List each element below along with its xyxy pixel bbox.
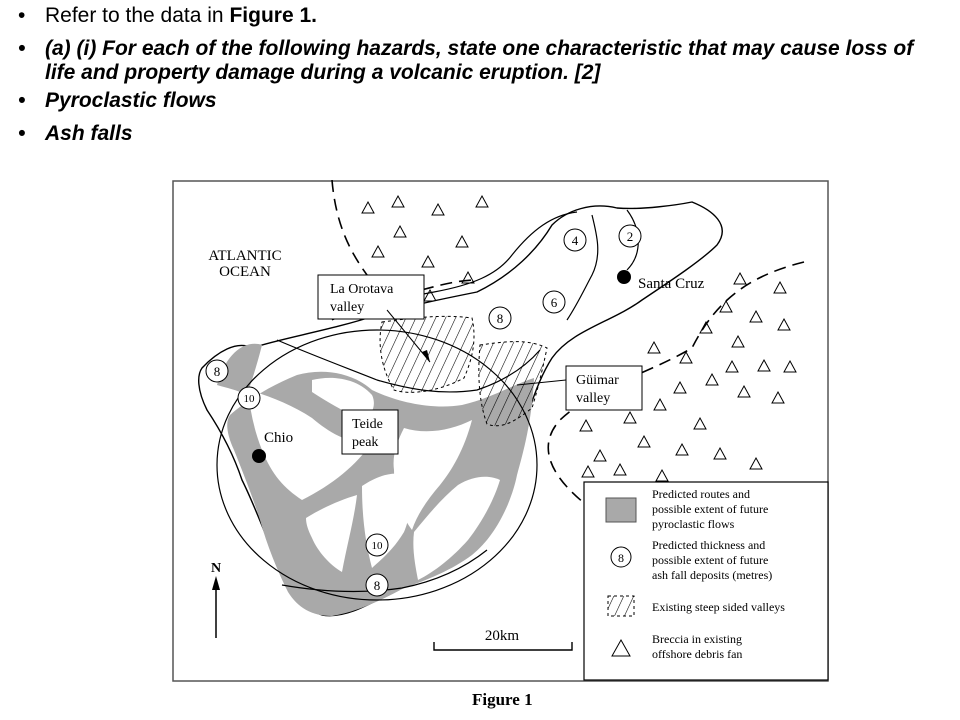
contour-label — [543, 291, 565, 313]
figure-caption: Figure 1 — [472, 690, 533, 709]
svg-text:8: 8 — [213, 364, 221, 379]
figure-reference: Figure 1. — [229, 4, 317, 27]
svg-text:possible extent of future: possible extent of future — [652, 553, 769, 567]
santa-cruz-dot — [617, 270, 631, 284]
chio-town-dot — [252, 449, 266, 463]
question-bullets — [18, 4, 948, 155]
svg-text:10: 10 — [371, 540, 383, 552]
bullet-ash: • Ash falls — [18, 122, 948, 146]
santa-cruz-label: Santa Cruz — [638, 276, 705, 292]
contour-label — [619, 225, 641, 247]
svg-text:valley: valley — [330, 300, 365, 315]
contour-label — [238, 387, 260, 409]
svg-text:8: 8 — [373, 578, 381, 593]
svg-text:valley: valley — [576, 391, 611, 406]
svg-text:pyroclastic flows: pyroclastic flows — [652, 517, 735, 531]
svg-text:ash fall deposits (metres): ash fall deposits (metres) — [652, 568, 773, 582]
svg-text:offshore debris fan: offshore debris fan — [652, 647, 743, 661]
guimar-label-box — [566, 366, 642, 410]
contour-label — [366, 574, 388, 596]
ocean-label-line2: OCEAN — [219, 264, 271, 280]
bullet-pyroclastic: • Pyroclastic flows — [18, 89, 948, 113]
svg-text:peak: peak — [352, 435, 379, 450]
svg-text:Existing steep sided valleys: Existing steep sided valleys — [652, 600, 785, 614]
chio-label: Chio — [264, 430, 294, 446]
contour-label — [489, 307, 511, 329]
svg-text:Güimar: Güimar — [576, 373, 619, 388]
svg-text:6: 6 — [550, 295, 558, 310]
svg-text:10: 10 — [243, 393, 255, 405]
map-legend — [584, 482, 828, 680]
figure-1-map — [172, 180, 832, 684]
svg-text:20km: 20km — [484, 628, 520, 644]
svg-text:2: 2 — [626, 229, 634, 244]
svg-text:La Orotava: La Orotava — [330, 282, 394, 297]
bullet-refer: • Refer to the data in Figure 1. — [18, 4, 948, 28]
ocean-label-line1: ATLANTIC — [208, 248, 282, 264]
svg-text:Breccia in existing: Breccia in existing — [652, 632, 742, 646]
svg-text:4: 4 — [571, 233, 579, 248]
contour-label — [206, 360, 228, 382]
svg-text:N: N — [210, 561, 222, 576]
svg-text:Predicted routes and: Predicted routes and — [652, 487, 750, 501]
svg-text:Predicted thickness and: Predicted thickness and — [652, 538, 766, 552]
svg-text:Teide: Teide — [352, 417, 383, 432]
contour-label — [366, 534, 388, 556]
svg-text:8: 8 — [496, 311, 504, 326]
bullet-question: • (a) (i) For each of the following hazards, state one characteristic that may cause loss of life and property damage during a volcanic eruption. [2] — [18, 37, 948, 85]
svg-text:8: 8 — [618, 551, 624, 565]
la-orotava-label-box — [318, 275, 424, 319]
contour-label — [564, 229, 586, 251]
teide-label-box — [342, 410, 398, 454]
svg-text:possible extent of future: possible extent of future — [652, 502, 769, 516]
